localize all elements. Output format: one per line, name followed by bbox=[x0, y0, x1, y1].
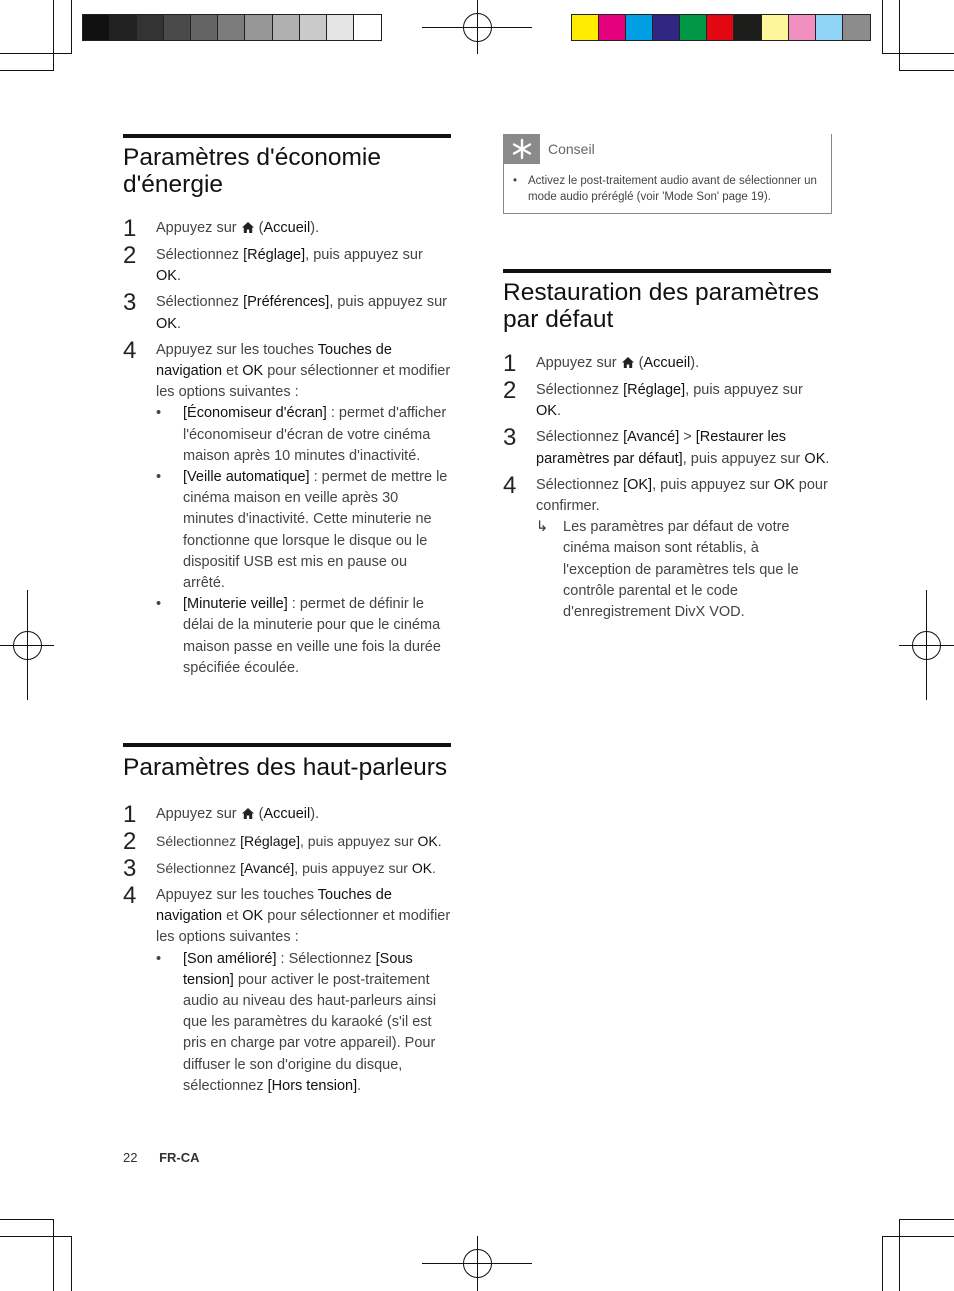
step-number: 1 bbox=[503, 350, 517, 377]
step-item bbox=[123, 828, 451, 855]
list-item: • [Son amélioré] : Sélectionnez [Sous tension] pour activer le post-traitement audio au niveau des haut-parleurs ainsi que les paramètres du karaoké (s'il est pris en charge par votre appareil). Pour diffuser le son d'origine du disque, sélectionnez [Hors tension]. bbox=[156, 950, 437, 1094]
color-swatch bbox=[300, 15, 327, 40]
color-swatch bbox=[572, 15, 599, 40]
step-number: 4 bbox=[123, 336, 137, 364]
step-list bbox=[123, 215, 451, 679]
step-text: Sélectionnez [Réglage], puis appuyez sur OK. bbox=[536, 382, 803, 420]
tip-text: Activez le post-traitement audio avant de sélectionner un mode audio préréglé (voir 'Mode Son' page 19). bbox=[528, 175, 817, 203]
color-swatch bbox=[273, 15, 300, 40]
color-swatch bbox=[653, 15, 680, 40]
tip-box bbox=[503, 134, 832, 214]
step-number: 1 bbox=[123, 215, 137, 242]
section-rule bbox=[123, 743, 451, 747]
section-energy-saving bbox=[123, 134, 451, 679]
crop-mark bbox=[882, 0, 883, 53]
color-swatch bbox=[707, 15, 734, 40]
step-item bbox=[503, 424, 831, 469]
step-text: Sélectionnez [Avancé], puis appuyez sur OK. bbox=[156, 860, 436, 876]
tip-item: • Activez le post-traitement audio avant de sélectionner un mode audio préréglé (voir 'Mode Son' page 19). bbox=[504, 164, 831, 205]
home-icon bbox=[242, 808, 254, 819]
step-text: Sélectionnez [Réglage], puis appuyez sur OK. bbox=[156, 833, 442, 849]
tip-label: Conseil bbox=[548, 141, 595, 157]
step-item bbox=[503, 350, 831, 377]
step-list bbox=[503, 350, 831, 623]
crop-mark bbox=[53, 1219, 54, 1291]
step-item bbox=[123, 882, 451, 949]
color-swatch bbox=[762, 15, 789, 40]
step-text: Appuyez sur (Accueil). bbox=[536, 355, 700, 371]
crop-mark bbox=[71, 1236, 72, 1291]
home-icon bbox=[242, 222, 254, 233]
step-item bbox=[123, 242, 451, 287]
crop-mark bbox=[882, 1236, 954, 1237]
crop-mark bbox=[0, 1236, 72, 1237]
crop-mark bbox=[899, 0, 900, 71]
color-swatch bbox=[354, 15, 381, 40]
result-arrow-icon: ↳ bbox=[536, 519, 549, 536]
section-speakers bbox=[123, 743, 451, 1097]
option-list bbox=[156, 949, 451, 1097]
step-item bbox=[503, 377, 831, 422]
step-text: Appuyez sur les touches Touches de navigation et OK pour sélectionner et modifier les options suivantes : bbox=[156, 341, 451, 401]
color-swatch bbox=[218, 15, 245, 40]
crop-mark bbox=[71, 0, 72, 53]
result-note bbox=[536, 517, 806, 623]
section-title: Paramètres d'économie d'énergie bbox=[123, 144, 381, 198]
list-item: • [Économiseur d'écran] : permet d'afficher l'économiseur d'écran de votre cinéma maison après 10 minutes d'inactivité. bbox=[156, 405, 447, 464]
step-number: 2 bbox=[123, 828, 137, 855]
crop-mark bbox=[53, 0, 54, 71]
home-icon bbox=[622, 357, 634, 368]
color-swatch bbox=[734, 15, 761, 40]
color-swatch bbox=[626, 15, 653, 40]
step-number: 1 bbox=[123, 801, 137, 828]
color-swatch bbox=[789, 15, 816, 40]
section-rule bbox=[503, 269, 831, 273]
step-number: 3 bbox=[123, 289, 137, 317]
step-item bbox=[123, 855, 451, 882]
color-swatch bbox=[816, 15, 843, 40]
locale-code: FR-CA bbox=[159, 1150, 200, 1165]
crop-mark bbox=[882, 53, 954, 54]
page-footer bbox=[123, 1150, 200, 1165]
step-number: 4 bbox=[123, 882, 137, 909]
color-swatch bbox=[110, 15, 137, 40]
section-restore-defaults bbox=[503, 269, 831, 623]
list-item: • [Veille automatique] : permet de mettre le cinéma maison en veille après 30 minutes d'inactivité. Cette minuterie ne fonctionne que lorsque le disque ou le dispositif USB est mis en pause ou arrêté. bbox=[156, 469, 448, 592]
step-item bbox=[123, 801, 451, 828]
color-swatch bbox=[83, 15, 110, 40]
step-number: 2 bbox=[503, 377, 517, 404]
color-swatch bbox=[843, 15, 870, 40]
list-item: • [Minuterie veille] : permet de définir le délai de la minuterie pour que le cinéma maison passe en veille une fois la durée spécifiée écoulée. bbox=[156, 596, 441, 676]
section-title: Paramètres des haut-parleurs bbox=[123, 754, 448, 781]
step-item bbox=[123, 289, 451, 334]
step-item bbox=[123, 215, 451, 242]
crop-mark bbox=[0, 53, 72, 54]
step-number: 3 bbox=[123, 855, 137, 882]
step-text: Sélectionnez [Avancé] > [Restaurer les paramètres par défaut], puis appuyez sur OK. bbox=[536, 429, 830, 467]
color-swatch bbox=[164, 15, 191, 40]
color-swatch bbox=[599, 15, 626, 40]
step-text: Sélectionnez [Réglage], puis appuyez sur OK. bbox=[156, 247, 423, 285]
crop-mark bbox=[0, 1219, 53, 1220]
color-swatch bbox=[245, 15, 272, 40]
step-text: Sélectionnez [Préférences], puis appuyez sur OK. bbox=[156, 294, 447, 332]
crop-mark bbox=[0, 70, 53, 71]
color-swatch bbox=[191, 15, 218, 40]
color-swatch bbox=[327, 15, 354, 40]
crop-mark bbox=[899, 1219, 900, 1291]
step-number: 4 bbox=[503, 471, 517, 499]
grayscale-color-bar bbox=[82, 14, 382, 41]
step-item bbox=[503, 471, 831, 517]
color-swatch bbox=[137, 15, 164, 40]
color-swatch bbox=[680, 15, 707, 40]
step-number: 2 bbox=[123, 242, 137, 269]
page-number: 22 bbox=[123, 1150, 138, 1165]
sparkle-icon bbox=[503, 134, 540, 164]
step-list bbox=[123, 801, 451, 1097]
result-text: Les paramètres par défaut de votre cinéma maison sont rétablis, à l'exception de paramètres tels que le contrôle parental et le code d'enregistrement DivX VOD. bbox=[563, 519, 799, 621]
step-text: Sélectionnez [OK], puis appuyez sur OK pour confirmer. bbox=[536, 476, 828, 515]
step-text: Appuyez sur (Accueil). bbox=[156, 806, 320, 822]
step-text: Appuyez sur les touches Touches de navigation et OK pour sélectionner et modifier les options suivantes : bbox=[156, 887, 451, 946]
crop-mark bbox=[899, 1219, 954, 1220]
cmyk-color-bar bbox=[571, 14, 871, 41]
tip-header bbox=[503, 134, 831, 164]
section-title: Restauration des paramètres par défaut bbox=[503, 279, 819, 333]
section-rule bbox=[123, 134, 451, 138]
step-number: 3 bbox=[503, 424, 517, 452]
crop-mark bbox=[899, 70, 954, 71]
crop-mark bbox=[882, 1236, 883, 1291]
step-item bbox=[123, 336, 451, 404]
step-text: Appuyez sur (Accueil). bbox=[156, 220, 320, 236]
option-list bbox=[156, 403, 451, 679]
